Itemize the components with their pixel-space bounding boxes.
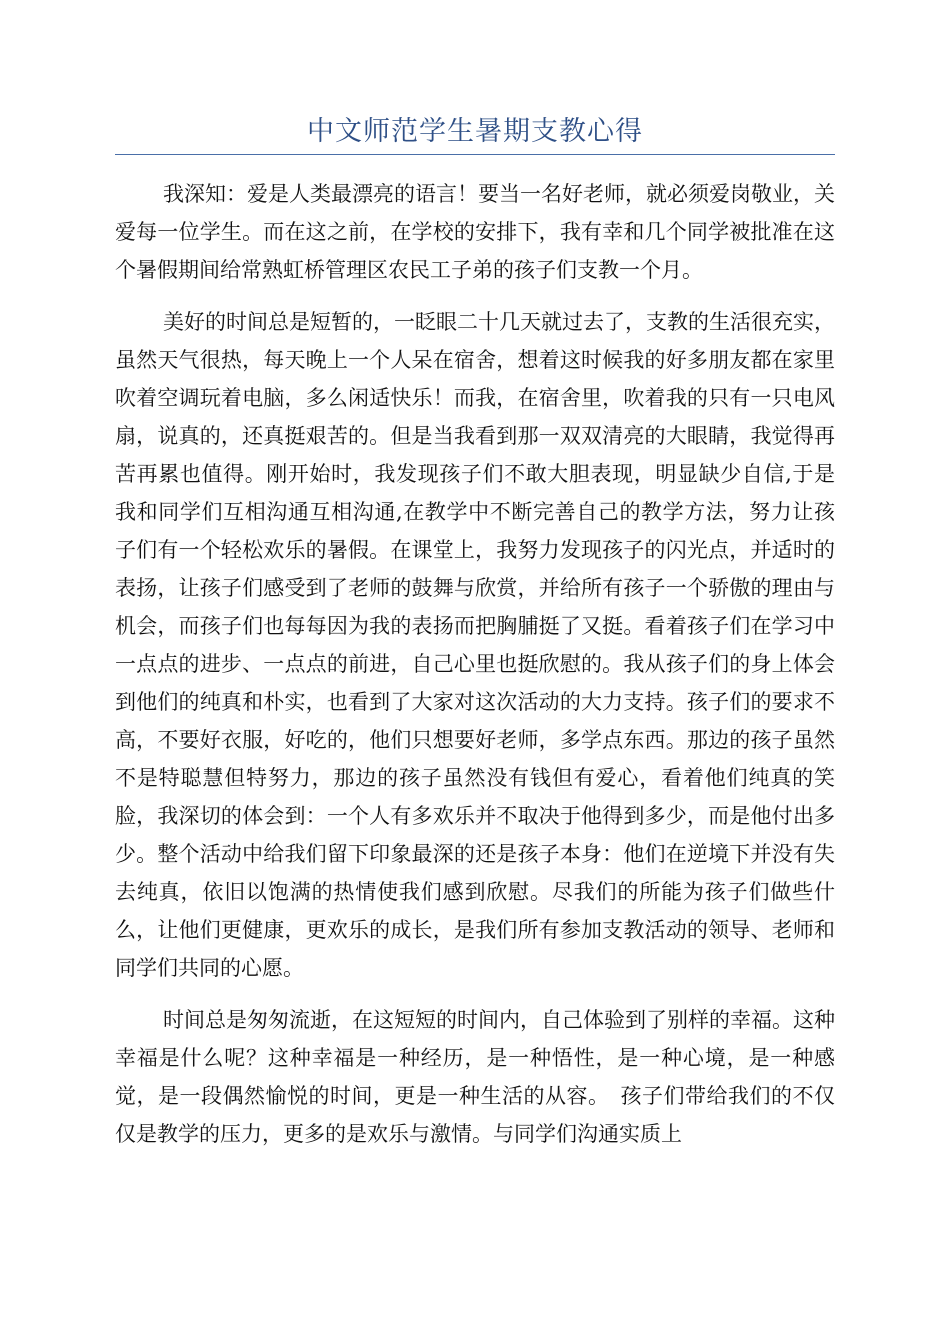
document-body xyxy=(115,175,835,1167)
paragraph-3: 时间总是匆匆流逝，在这短短的时间内，自己体验到了别样的幸福。这种幸福是什么呢？这种幸福是一种经历，是一种悟性，是一种心境，是一种感觉，是一段偶然愉悦的时间，更是一种生活的从容。 孩子们带给我们的不仅仅是教学的压力，更多的是欢乐与激情。与同学们沟通实质上 xyxy=(115,1008,835,1146)
paragraph-1: 我深知：爱是人类最漂亮的语言！要当一名好老师，就必须爱岗敬业，关爱每一位学生。而在这之前，在学校的安排下，我有幸和几个同学被批准在这个暑假期间给常熟虹桥管理区农民工子弟的孩子们支教一个月。 xyxy=(115,182,835,282)
document-title: 中文师范学生暑期支教心得 xyxy=(307,116,643,147)
paragraph-2: 美好的时间总是短暂的，一眨眼二十几天就过去了，支教的生活很充实，虽然天气很热，每天晚上一个人呆在宿舍，想着这时候我的好多朋友都在家里吹着空调玩着电脑，多么闲适快乐！而我，在宿舍里，吹着我的只有一只电风扇，说真的，还真挺艰苦的。但是当我看到那一双双清亮的大眼睛，我觉得再苦再累也值得。刚开始时，我发现孩子们不敢大胆表现，明显缺少自信,于是我和同学们互相沟通互相沟通,在教学中不断完善自己的教学方法，努力让孩子们有一个轻松欢乐的暑假。在课堂上，我努力发现孩子的闪光点，并适时的表扬，让孩子们感受到了老师的鼓舞与欣赏，并给所有孩子一个骄傲的理由与机会，而孩子们也每每因为我的表扬而把胸脯挺了又挺。看着孩子们在学习中一点点的进步、一点点的前进，自己心里也挺欣慰的。我从孩子们的身上体会到他们的纯真和朴实，也看到了大家对这次活动的大力支持。孩子们的要求不高，不要好衣服，好吃的，他们只想要好老师，多学点东西。那边的孩子虽然不是特聪慧但特努力，那边的孩子虽然没有钱但有爱心，看着他们纯真的笑脸，我深切的体会到：一个人有多欢乐并不取决于他得到多少，而是他付出多少。整个活动中给我们留下印象最深的还是孩子本身：他们在逆境下并没有失去纯真，依旧以饱满的热情使我们感到欣慰。尽我们的所能为孩子们做些什么，让他们更健康，更欢乐的成长，是我们所有参加支教活动的领导、老师和同学们共同的心愿。 xyxy=(115,310,835,980)
title-underline xyxy=(115,154,835,155)
